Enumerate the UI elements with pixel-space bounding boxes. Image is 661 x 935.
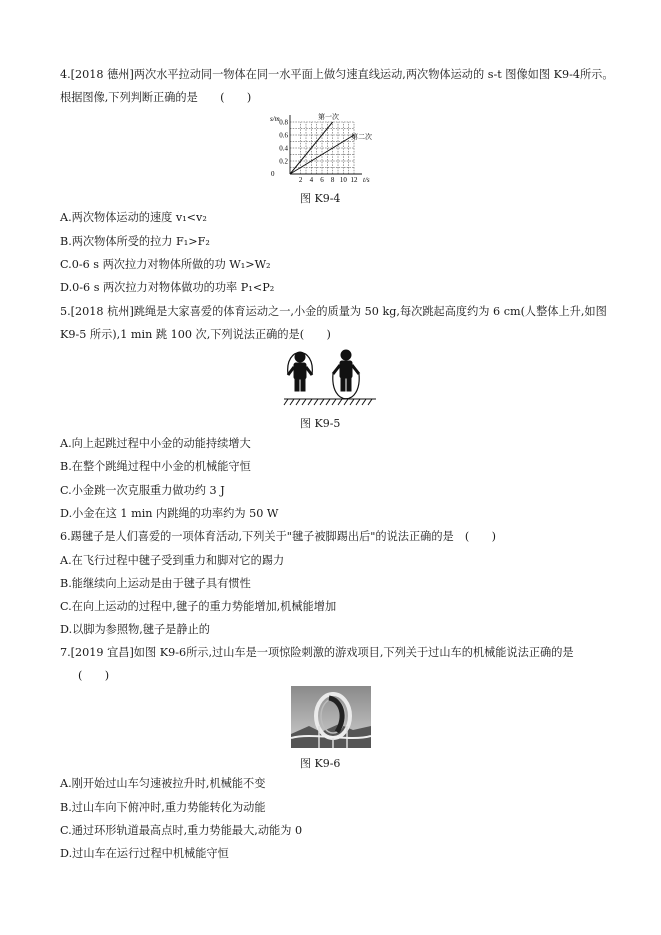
- x-tick-label: 4: [309, 176, 314, 184]
- series-label-first: 第一次: [318, 113, 339, 121]
- jumper-left-figure: [288, 352, 313, 391]
- y-tick-label: 0.4: [279, 144, 288, 153]
- q6-option-d: D.以脚为参照物,毽子是静止的: [60, 623, 210, 636]
- q6-option-c: C.在向上运动的过程中,毽子的重力势能增加,机械能增加: [60, 600, 337, 613]
- jumper-right-figure: [333, 350, 359, 399]
- figure-k9-5-rope-skipping: [282, 345, 378, 409]
- q5-stem-line1: 5.[2018 杭州]跳绳是大家喜爱的体育运动之一,小金的质量为 50 kg,每次跳起高度约为 6 cm(人整体上升,如图: [60, 305, 607, 318]
- q7-option-a: A.刚开始过山车匀速被拉升时,机械能不变: [60, 777, 266, 790]
- q7-option-b: B.过山车向下俯冲时,重力势能转化为动能: [60, 801, 266, 814]
- y-tick-label: 0.8: [279, 118, 288, 127]
- chart-grid: [290, 122, 354, 174]
- y-tick-label: 0.2: [279, 157, 288, 166]
- q6-option-a: A.在飞行过程中毽子受到重力和脚对它的踢力: [60, 554, 285, 567]
- q6-option-b: B.能继续向上运动是由于毽子具有惯性: [60, 577, 251, 590]
- q4-option-d: D.0-6 s 两次拉力对物体做功的功率 P₁<P₂: [60, 281, 275, 294]
- q4-option-c: C.0-6 s 两次拉力对物体所做的功 W₁>W₂: [60, 258, 271, 271]
- q4-option-b: B.两次物体所受的拉力 F₁>F₂: [60, 235, 210, 248]
- figure-k9-4-chart: [268, 112, 378, 186]
- figure-k9-6-roller-coaster-photo: [291, 686, 371, 748]
- ground-hatching: [284, 399, 376, 405]
- x-tick-label: 6: [320, 176, 324, 184]
- y-axis-label: s/m: [270, 115, 280, 123]
- q5-option-c: C.小金跳一次克服重力做功约 3 J: [60, 484, 225, 497]
- q7-stem-line2: ( ): [78, 669, 110, 682]
- series-label-second: 第二次: [351, 133, 372, 141]
- q4-option-a: A.两次物体运动的速度 v₁<v₂: [60, 211, 207, 224]
- q4-stem-line2: 根据图像,下列判断正确的是 ( ): [60, 91, 252, 104]
- x-axis-label: t/s: [363, 176, 370, 184]
- x-tick-label: 2: [298, 176, 303, 184]
- q5-stem-line2: K9-5 所示),1 min 跳 100 次,下列说法正确的是( ): [60, 328, 331, 341]
- q6-stem-line1: 6.踢毽子是人们喜爱的一项体育活动,下列关于"毽子被脚踢出后"的说法正确的是 ( ): [60, 530, 497, 543]
- q4-stem-line1: 4.[2018 德州]两次水平拉动同一物体在同一水平面上做匀速直线运动,两次物体运动的 s-t 图像如图 K9-4所示。: [60, 68, 614, 81]
- q7-stem-line1: 7.[2019 宜昌]如图 K9-6所示,过山车是一项惊险刺激的游戏项目,下列关于过山车的机械能说法正确的是: [60, 646, 574, 659]
- y-tick-label: 0.6: [279, 131, 288, 140]
- x-tick-label: 12: [350, 176, 358, 184]
- q5-option-a: A.向上起跳过程中小金的动能持续增大: [60, 437, 251, 450]
- origin-label: 0: [271, 170, 275, 178]
- q7-option-c: C.通过环形轨道最高点时,重力势能最大,动能为 0: [60, 824, 303, 837]
- figure-k9-6-caption: 图 K9-6: [300, 757, 341, 770]
- q7-option-d: D.过山车在运行过程中机械能守恒: [60, 847, 229, 860]
- q5-option-b: B.在整个跳绳过程中小金的机械能守恒: [60, 460, 251, 473]
- figure-k9-5-caption: 图 K9-5: [300, 417, 341, 430]
- figure-k9-4-caption: 图 K9-4: [300, 192, 341, 205]
- x-tick-label: 8: [330, 176, 335, 184]
- q5-option-d: D.小金在这 1 min 内跳绳的功率约为 50 W: [60, 507, 279, 520]
- x-tick-label: 10: [339, 176, 347, 184]
